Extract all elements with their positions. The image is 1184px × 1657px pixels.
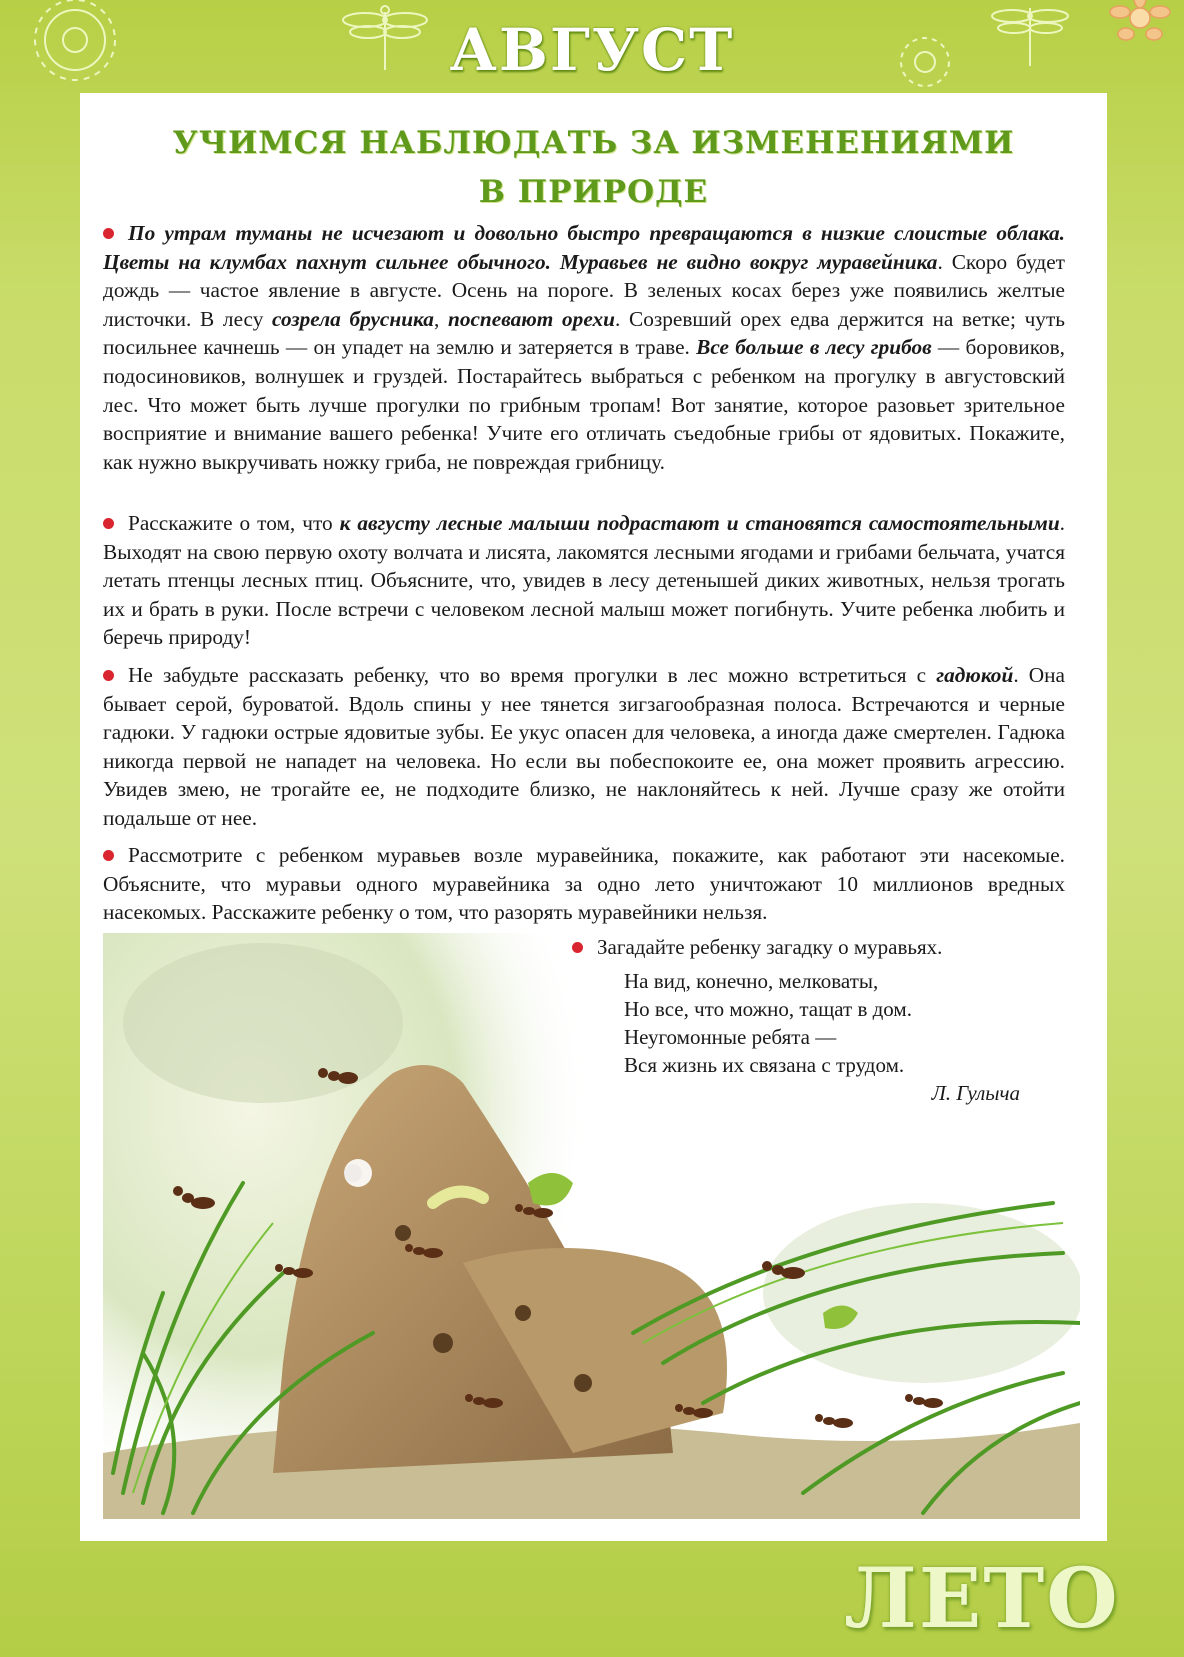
bullet-icon [103, 518, 114, 529]
paragraph-viper [103, 661, 1065, 833]
poem-author: Л. Гулыча [931, 1081, 1020, 1105]
paragraph-fog-signs [103, 219, 1065, 476]
heading-line-1: УЧИМСЯ НАБЛЮДАТЬ ЗА ИЗМЕНЕНИЯМИ [172, 125, 1015, 161]
poem-line: Вся жизнь их связана с трудом. [624, 1053, 905, 1077]
month-title: АВГУСТ [449, 16, 735, 84]
article-heading [80, 119, 1107, 217]
emphasis-text: гадюкой [936, 663, 1014, 687]
paragraph-ants [103, 841, 1065, 927]
emphasis-text: созрела брусника [272, 306, 434, 331]
body-text: , [433, 306, 448, 331]
bullet-icon [103, 850, 114, 861]
bullet-icon [572, 942, 583, 953]
emphasis-text: к августу лесные малыши подрастают и становятся самостоятельными [339, 511, 1060, 535]
paragraph-forest-babies [103, 509, 1065, 652]
poem-line: Неугомонные ребята — [624, 1025, 837, 1049]
body-text: . Созревший орех едва держится на ветке; чуть посильнее качнешь — он упадет на землю и затеряется в траве. [103, 306, 1065, 360]
season-title: ЛЕТО [844, 1551, 1120, 1647]
emphasis-text: поспевают орехи [447, 306, 615, 331]
riddle-intro [572, 933, 1040, 961]
body-text: . Она бывает серой, буроватой. Вдоль спины у нее тянется зигзагообразная полоса. Встречаются и черные гадюки. У гадюки острые ядовитые зубы. Ее укус опасен для человека, а иногда даже смертелен. Гадюка никогда первой не нападет на человека. Но если вы побеспокоите ее, она может проявить агрессию. Увидев змею, не трогайте ее, не подходите близко, не наклоняйтесь к ней. Лучше сразу же отойти подальше от нее. [103, 663, 1065, 830]
body-text: Расскажите о том, что [128, 511, 340, 535]
body-text: Не забудьте рассказать ребенку, что во время прогулки в лес можно встретиться с [128, 663, 937, 687]
poem-line: На вид, конечно, мелковаты, [624, 969, 879, 993]
riddle-block [570, 933, 1040, 1107]
poem-line: Но все, что можно, тащат в дом. [624, 997, 912, 1021]
body-text: . Выходят на свою первую охоту волчата и лисята, лакомятся лесными ягодами и грибами бельчата, учатся летать птенцы лесных птиц. Объясните, что, увидев в лесу детенышей диких животных, нельзя трогать их и брать в руки. После встречи с человеком лесной малыш может погибнуть. Учите ребенка любить и беречь природу! [103, 511, 1065, 650]
emphasis-text: По утрам туманы не исчезают и довольно быстро превращаются в низкие слоистые облака. Цветы на клумбах пахнут сильнее обычного. Муравьев не видно вокруг муравейника [103, 221, 1065, 274]
bullet-icon [103, 670, 114, 681]
body-text: . Скоро будет дождь — частое явление в августе. Осень на пороге. В зеленых косах берез уже появились желтые листочки. В лесу [103, 249, 1065, 331]
body-text: — боровиков, подосиновиков, волнушек и груздей. Постарайтесь выбраться с ребенком на прогулку в августовский лес. Что может быть лучше прогулки по грибным тропам! Вот занятие, которое разовьет зрительное восприятие и внимание вашего ребенка! Учите его отличать съедобные грибы от ядовитых. Покажите, как нужно выкручивать ножку гриба, не повреждая грибницу. [103, 335, 1065, 474]
content-panel [80, 93, 1107, 1541]
heading-line-2: В ПРИРОДЕ [478, 174, 709, 210]
emphasis-text: Все больше в лесу грибов [696, 335, 932, 360]
bullet-icon [103, 228, 114, 239]
riddle-intro-text: Загадайте ребенку загадку о муравьях. [597, 935, 943, 959]
body-text: Рассмотрите с ребенком муравьев возле муравейника, покажите, как работают эти насекомые. Объясните, что муравьи одного муравейника за одно лето уничтожают 10 миллионов вредных насекомых. Расскажите ребенку о том, что разорять муравейники нельзя. [103, 843, 1065, 925]
riddle-poem [624, 967, 1040, 1107]
